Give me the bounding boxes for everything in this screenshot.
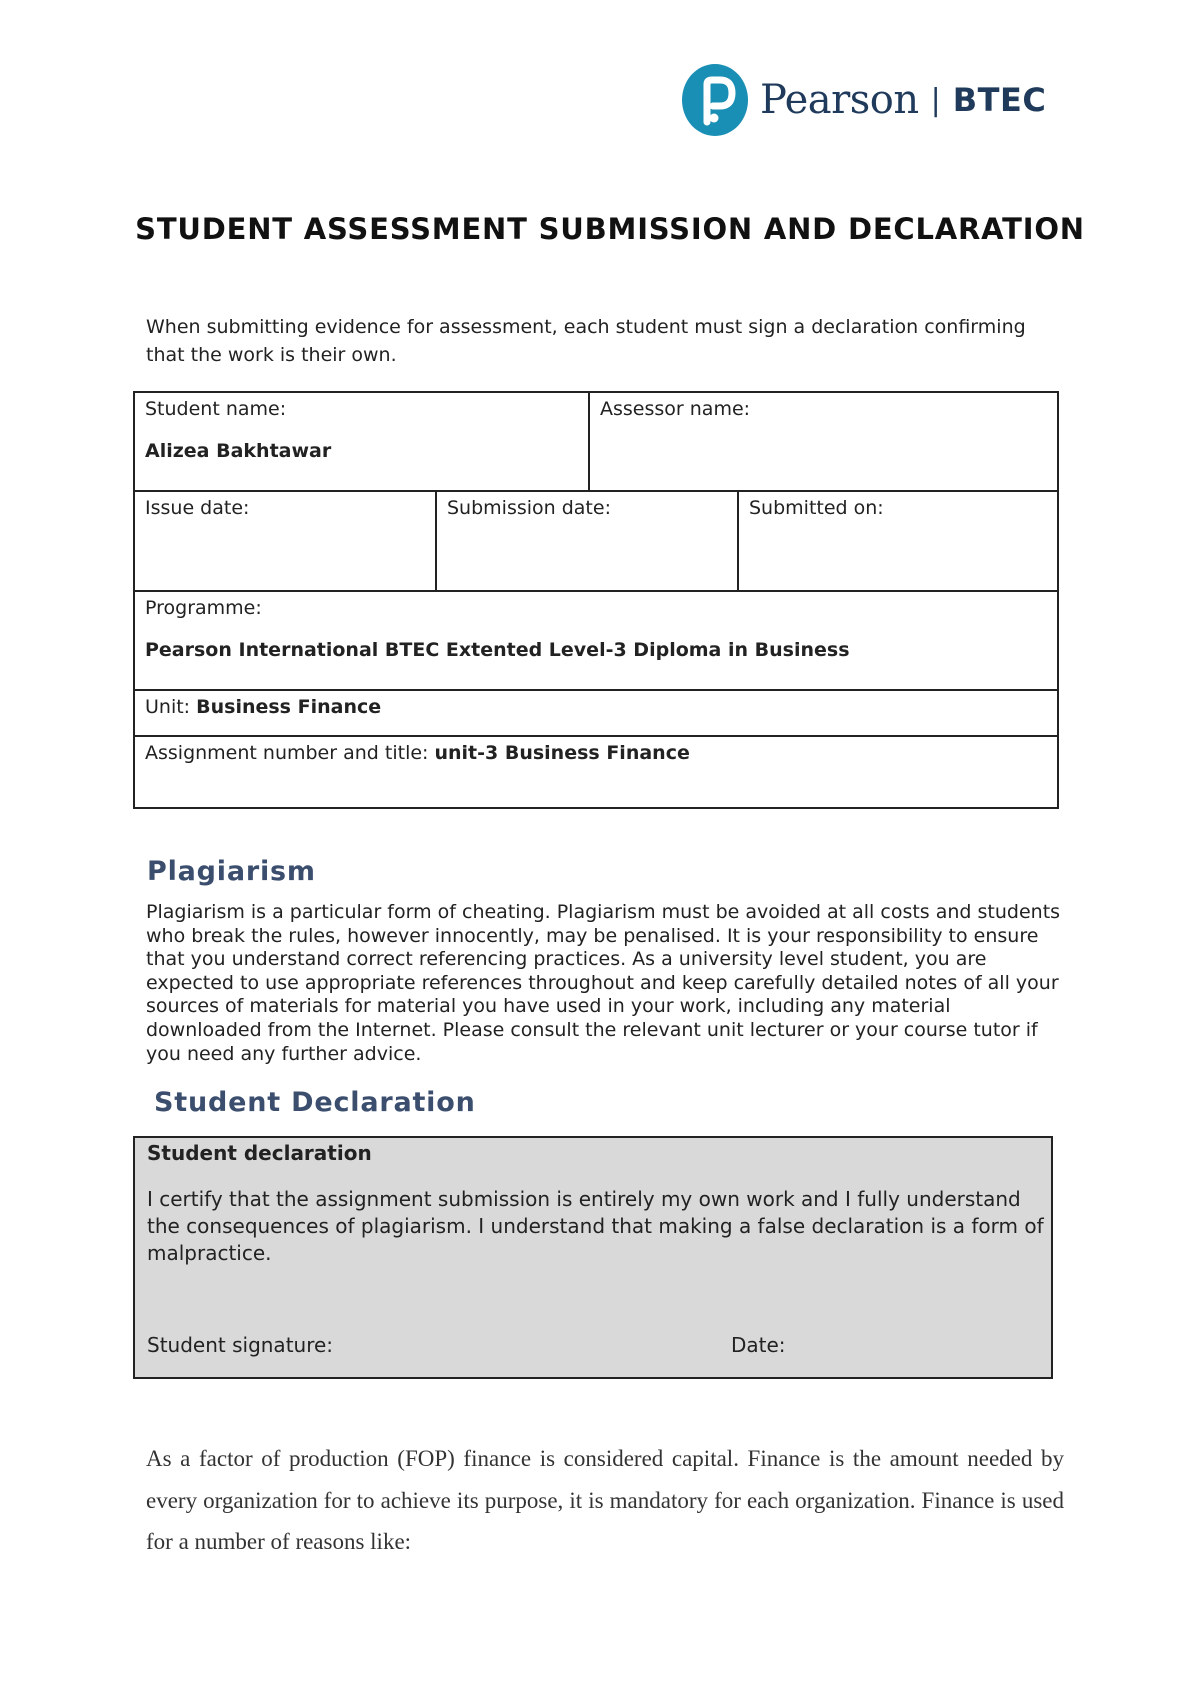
issue-date-cell[interactable] <box>135 492 435 590</box>
unit-cell[interactable] <box>135 691 1057 735</box>
body-paragraph: As a factor of production (FOP) finance is considered capital. Finance is the amount needed by every organization for to achieve its purpose, it is mandatory for each organization. Finance is used for a number of reasons like: <box>146 1446 1064 1554</box>
submitted-on-label: Submitted on: <box>749 497 884 519</box>
programme-cell[interactable] <box>135 592 1057 689</box>
declaration-box-title: Student declaration <box>147 1141 372 1165</box>
declaration-text: I certify that the assignment submission is entirely my own work and I fully understand the consequences of plagiarism. I understand that making a false declaration is a form of malpractice. <box>147 1187 1044 1265</box>
assessor-name-cell[interactable] <box>588 393 1057 490</box>
submission-date-cell[interactable] <box>435 492 737 590</box>
row-programme <box>135 592 1057 691</box>
row-unit <box>135 691 1057 737</box>
intro-text: When submitting evidence for assessment, each student must sign a declaration confirming that the work is their own. <box>146 316 1026 366</box>
programme-value: Pearson International BTEC Extented Level-3 Diploma in Business <box>145 639 850 661</box>
assignment-cell[interactable] <box>135 737 1057 807</box>
plagiarism-heading: Plagiarism <box>147 856 316 887</box>
assignment-label: Assignment number and title: <box>145 742 435 764</box>
submission-date-label: Submission date: <box>447 497 611 519</box>
signature-row <box>147 1333 1037 1359</box>
logo-separator: | <box>930 82 941 118</box>
row-dates <box>135 492 1057 592</box>
assignment-value: unit-3 Business Finance <box>434 742 690 764</box>
plagiarism-text: Plagiarism is a particular form of cheating. Plagiarism must be avoided at all costs and students who break the rules, however innocently, may be penalised. It is your responsibility to ensure that you understand correct referencing practices. As a university level student, you are expected to use appropriate references throughout and keep carefully detailed notes of all your sources of materials for material you have used in your work, including any material downloaded from the Internet. Please consult the relevant unit lecturer or your course tutor if you need any further advice. <box>146 901 1061 1065</box>
unit-label: Unit: <box>145 696 197 718</box>
student-name-cell[interactable] <box>135 393 588 490</box>
student-declaration-heading: Student Declaration <box>154 1087 476 1118</box>
assessor-name-label: Assessor name: <box>600 398 751 420</box>
logo-wordmark: Pearson <box>760 77 919 123</box>
student-name-label: Student name: <box>145 398 287 420</box>
unit-value: Business Finance <box>196 696 382 718</box>
declaration-date-label[interactable]: Date: <box>731 1333 786 1357</box>
issue-date-label: Issue date: <box>145 497 250 519</box>
row-assignment <box>135 737 1057 807</box>
programme-label: Programme: <box>145 597 262 619</box>
declaration-box <box>133 1136 1053 1379</box>
pearson-btec-logo <box>680 62 1046 138</box>
pearson-p-logo-icon <box>680 62 750 138</box>
document-title: STUDENT ASSESSMENT SUBMISSION AND DECLARATION <box>135 212 1085 246</box>
row-names <box>135 393 1057 492</box>
student-name-value: Alizea Bakhtawar <box>145 440 332 462</box>
submitted-on-cell[interactable] <box>737 492 1057 590</box>
logo-btec: BTEC <box>952 81 1047 119</box>
submission-form-table <box>133 391 1059 809</box>
student-signature-label[interactable]: Student signature: <box>147 1333 334 1357</box>
